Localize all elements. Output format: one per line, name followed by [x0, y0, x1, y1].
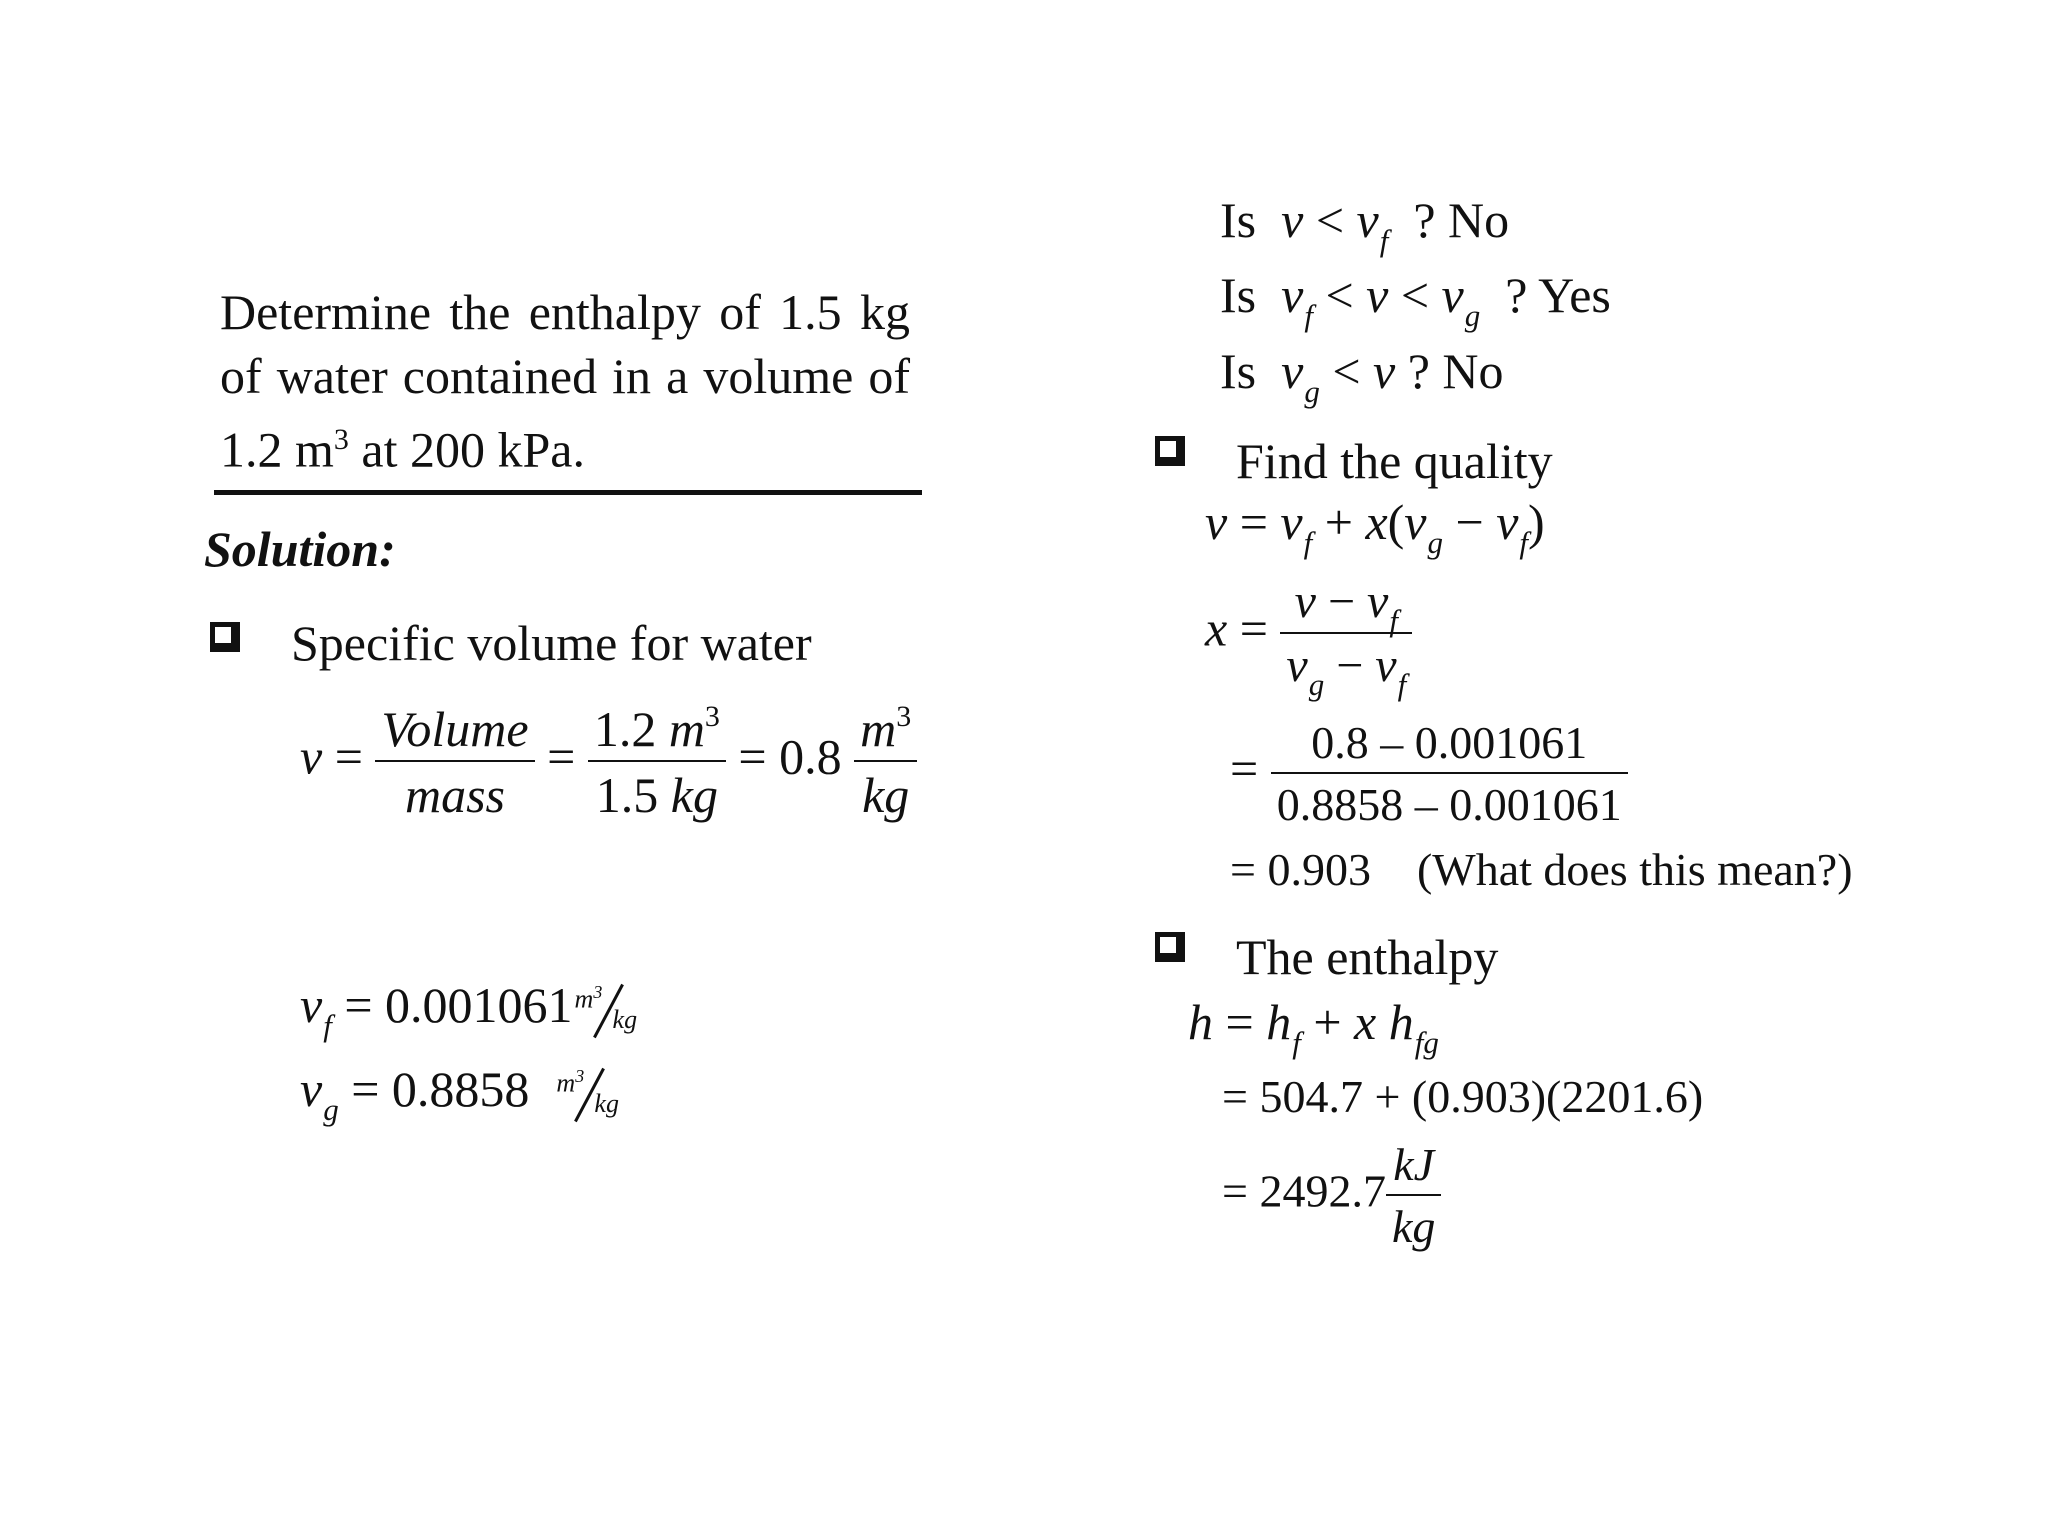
subscript-f: f	[1519, 525, 1529, 560]
problem-statement	[220, 280, 910, 482]
subscript-fg: fg	[1414, 1025, 1439, 1060]
v-symbol: v	[1404, 494, 1427, 550]
fraction-numerator: $v - v_f$	[1280, 578, 1412, 634]
fraction-unit	[1386, 1139, 1441, 1252]
fraction-denominator	[588, 762, 726, 823]
fraction-numerator	[854, 700, 917, 762]
is-text: Is	[1220, 343, 1257, 399]
divider-rule	[214, 490, 922, 495]
unit-num-sup: 3	[575, 1065, 585, 1086]
vf-value: = 0.001061	[344, 977, 573, 1033]
subscript-f: f	[1379, 223, 1389, 258]
check-answer: ? No	[1413, 192, 1510, 248]
fraction-denominator: mass	[404, 767, 506, 823]
enthalpy-result	[1222, 1139, 1441, 1252]
quality-fraction-values: = $\frac{0.8 - 0.001061}{0.8858 - 0.001061}$	[1230, 720, 1628, 828]
v-symbol: v	[1367, 575, 1389, 628]
checkbox-icon	[210, 622, 240, 657]
fraction-values	[1271, 717, 1628, 830]
enthalpy-substitution: = 504.7 + (0.903)(2201.6)	[1222, 1071, 1704, 1122]
lt-sign: <	[1325, 267, 1354, 323]
check-row-2	[1220, 267, 1611, 333]
v-symbol: v	[1366, 267, 1389, 323]
quality-result	[1230, 844, 1853, 895]
v-symbol: v	[1441, 267, 1464, 323]
subscript-f: f	[1304, 298, 1313, 333]
check-row-3	[1220, 343, 1504, 409]
step3-label: The enthalpy	[1236, 929, 1499, 985]
v-symbol: v	[1375, 639, 1397, 692]
result-note: (What does this mean?)	[1416, 844, 1853, 895]
v-symbol: v	[1280, 494, 1303, 550]
den-value: 1.5	[595, 767, 659, 823]
v-symbol: v	[300, 977, 323, 1033]
check-answer: ? Yes	[1505, 267, 1611, 323]
quality-equation: $v = v_f + x(v_g - v_f)$	[1205, 494, 1545, 560]
vf-equation	[300, 977, 651, 1043]
fraction-symbolic	[1280, 575, 1412, 702]
solution-heading: Solution:	[204, 521, 396, 577]
unit-m3-per-kg	[573, 983, 651, 1039]
subscript-g: g	[1427, 525, 1443, 560]
vg-equation	[300, 1061, 632, 1127]
num-unit-sup: 3	[704, 700, 720, 733]
num-value: 1.2	[593, 701, 657, 757]
den-unit: kg	[670, 767, 718, 823]
subscript-g: g	[323, 1092, 339, 1127]
h-symbol: h	[1188, 994, 1213, 1050]
subscript-g: g	[1304, 374, 1320, 409]
v-symbol: v	[1205, 494, 1228, 550]
v-symbol: v	[1281, 267, 1304, 323]
v-symbol: v	[1496, 494, 1519, 550]
unit-num-sup: 3	[896, 700, 912, 733]
fraction-unit	[854, 700, 917, 823]
unit-num: m	[574, 984, 594, 1014]
fraction-values	[588, 700, 726, 823]
unit-den: kg	[612, 1004, 638, 1034]
subscript-f: f	[323, 1008, 332, 1043]
subscript-g: g	[1308, 667, 1325, 702]
equals-sign: =	[334, 728, 363, 785]
v-symbol: v	[1373, 343, 1396, 399]
problem-text: Determine the enthalpy of 1.5 kg of water contained in a volume of 1.2 m	[220, 284, 910, 478]
vg-value: = 0.8858	[351, 1061, 530, 1117]
specific-volume-equation	[300, 700, 917, 823]
problem-superscript: 3	[333, 423, 349, 456]
subscript-f: f	[1292, 1025, 1301, 1060]
fraction-numerator	[588, 700, 726, 762]
is-text: Is	[1220, 267, 1257, 323]
unit-num-sup: 3	[593, 981, 603, 1002]
result-value: = 2492.7	[1222, 1165, 1386, 1217]
subscript-g: g	[1464, 298, 1481, 333]
h-symbol: h	[1388, 994, 1414, 1050]
unit-num: m	[556, 1068, 576, 1098]
fraction-volume-mass	[375, 701, 534, 823]
unit-m3-per-kg	[554, 1067, 632, 1123]
step1-label: Specific volume for water	[291, 615, 812, 671]
x-symbol: x	[1354, 994, 1377, 1050]
v-symbol: v	[300, 728, 323, 785]
v-symbol: v	[1281, 343, 1304, 399]
fraction-numerator: kJ	[1386, 1142, 1441, 1196]
unit-den: kg	[594, 1088, 619, 1118]
problem-text-end: at 200 kPa.	[348, 421, 585, 478]
check-answer: ? No	[1407, 343, 1504, 399]
x-symbol: x	[1365, 494, 1388, 550]
lt-sign: <	[1400, 267, 1430, 323]
v-symbol: v	[1281, 192, 1304, 248]
subscript-f: f	[1397, 667, 1407, 702]
subscript-f: f	[1303, 525, 1313, 560]
lt-sign: <	[1315, 192, 1345, 248]
v-symbol: v	[300, 1061, 323, 1117]
num-unit: m	[668, 701, 705, 757]
quality-fraction-symbolic: x = $\frac{v - v_f}{v_g - v_f}$	[1205, 578, 1412, 690]
v-symbol: v	[1356, 192, 1379, 248]
v-symbol: v	[1286, 639, 1308, 692]
fraction-denominator: kg	[862, 767, 910, 823]
step2-label: Find the quality	[1236, 433, 1553, 489]
enthalpy-equation: $h = h_f + x$ $h_{fg}$	[1188, 994, 1439, 1060]
subscript-f: f	[1389, 603, 1398, 638]
unit-num: m	[860, 701, 897, 757]
v-symbol: v	[1294, 575, 1316, 628]
fraction-denominator: 0.8858 – 0.001061	[1276, 779, 1622, 830]
fraction-denominator: kg	[1391, 1201, 1436, 1252]
x-symbol: x	[1205, 600, 1228, 657]
fraction-numerator: Volume	[375, 704, 534, 762]
result-value: = 0.903	[1230, 844, 1371, 895]
result-value: = 0.8	[738, 728, 842, 785]
is-text: Is	[1220, 192, 1257, 248]
lt-sign: <	[1332, 343, 1361, 399]
fraction-denominator: $v_g - v_f$	[1286, 639, 1407, 702]
checkbox-icon	[1155, 436, 1185, 471]
h-symbol: h	[1266, 994, 1292, 1050]
equals-sign: =	[547, 728, 576, 785]
check-row-1	[1220, 192, 1510, 258]
checkbox-icon	[1155, 932, 1185, 967]
fraction-numerator: 0.8 – 0.001061	[1271, 720, 1628, 774]
